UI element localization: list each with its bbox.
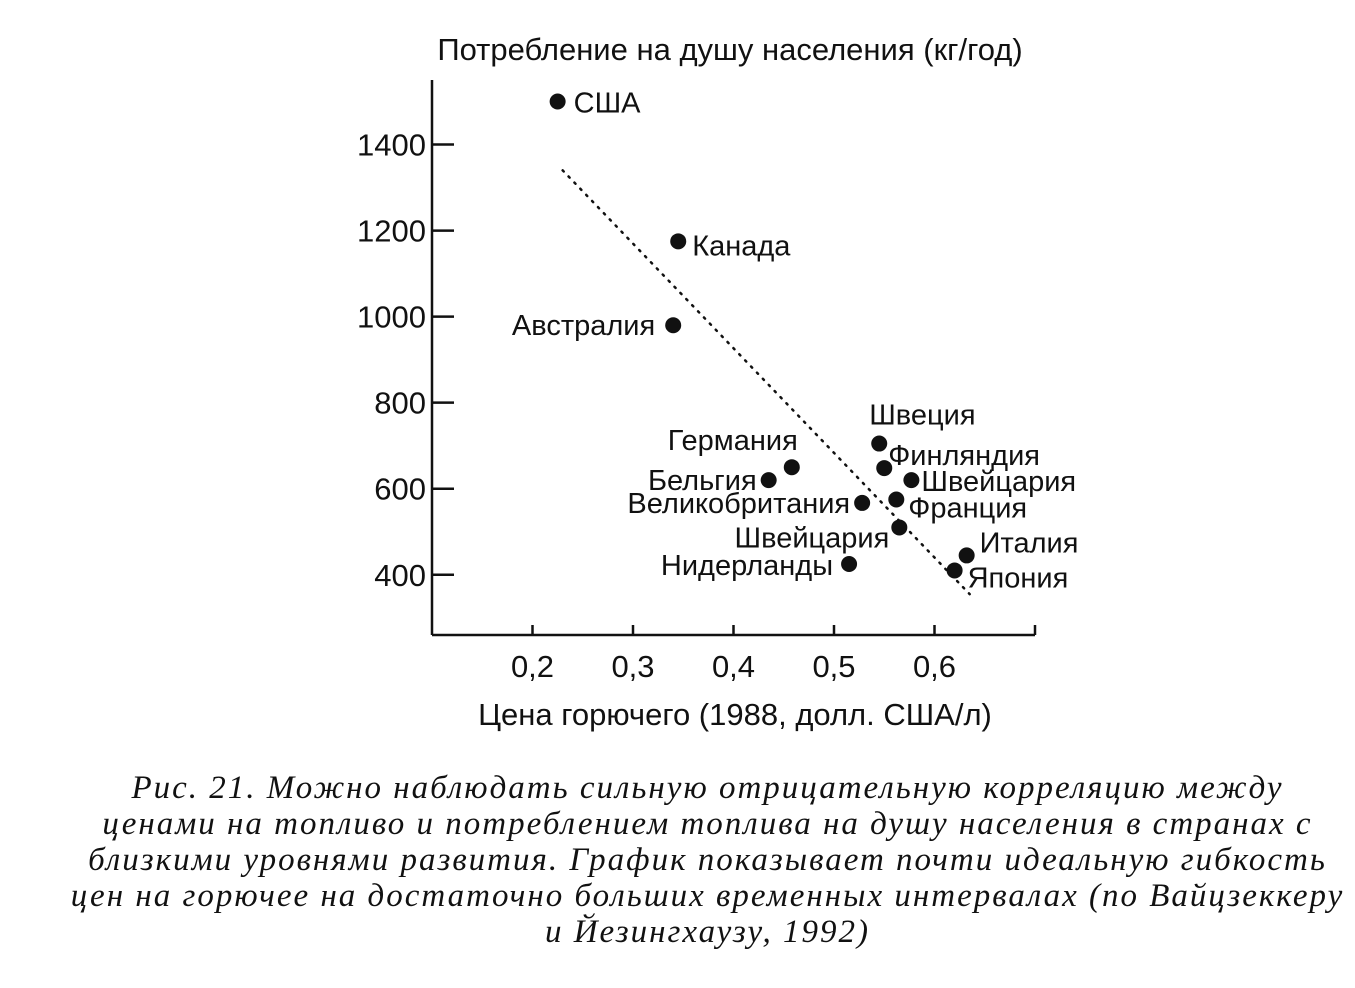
data-point (903, 472, 919, 488)
data-point-label: Канада (692, 230, 791, 263)
x-tick-label: 0,6 (912, 649, 957, 684)
data-point-label: Австралия (511, 310, 656, 343)
y-axis-label: Потребление на душу населения (кг/год) (437, 32, 1023, 67)
y-tick-label: 1000 (357, 299, 426, 335)
y-tick-label: 1200 (357, 213, 426, 249)
data-point-label: Бельгия (647, 465, 757, 498)
data-point-label: Япония (967, 562, 1069, 595)
x-tick-label: 0,2 (510, 649, 555, 684)
data-point (891, 519, 907, 535)
y-tick-label: 600 (374, 471, 426, 507)
data-point (871, 436, 887, 452)
data-point (670, 233, 686, 249)
figure-caption: Рис. 21. Можно наблюдать сильную отрицательную корреляцию между ценами на топливо и потреблением топлива на душу населения в странах с близкими уровнями развития. График показывает почти идеальную гибкость цен на горючее на достаточно больших временных интервалах (по Вайцзеккеру и Йезингхаузу, 1992) (70, 770, 1345, 950)
data-point-label: Нидерланды (660, 550, 834, 583)
data-point (761, 472, 777, 488)
data-point-label: Италия (979, 527, 1079, 560)
data-point-label: Франция (908, 492, 1028, 525)
x-tick-label: 0,3 (611, 649, 655, 684)
data-point (665, 317, 681, 333)
data-point-label: Швейцария (734, 522, 890, 555)
y-tick-label: 400 (374, 557, 426, 593)
data-point-label: США (573, 87, 641, 120)
data-point-label: Великобритания (627, 487, 851, 520)
data-point (888, 491, 904, 507)
data-point (854, 495, 870, 511)
data-point-label: Швейцария (921, 466, 1077, 499)
x-tick-label: 0,4 (711, 649, 756, 684)
data-point (550, 94, 566, 110)
x-axis-label: Цена горючего (1988, долл. США/л) (478, 697, 992, 732)
x-tick-label: 0,5 (812, 649, 856, 684)
data-point (784, 459, 800, 475)
data-point-label: Финляндия (888, 440, 1040, 473)
data-point (947, 562, 963, 578)
y-axis-ticks (357, 128, 454, 593)
y-tick-label: 800 (374, 385, 426, 421)
data-point (841, 556, 857, 572)
y-tick-label: 1400 (357, 127, 426, 163)
data-point-labels (512, 88, 1079, 595)
data-point-label: Германия (667, 425, 798, 458)
data-point (959, 547, 975, 563)
data-point-label: Швеция (869, 399, 976, 432)
